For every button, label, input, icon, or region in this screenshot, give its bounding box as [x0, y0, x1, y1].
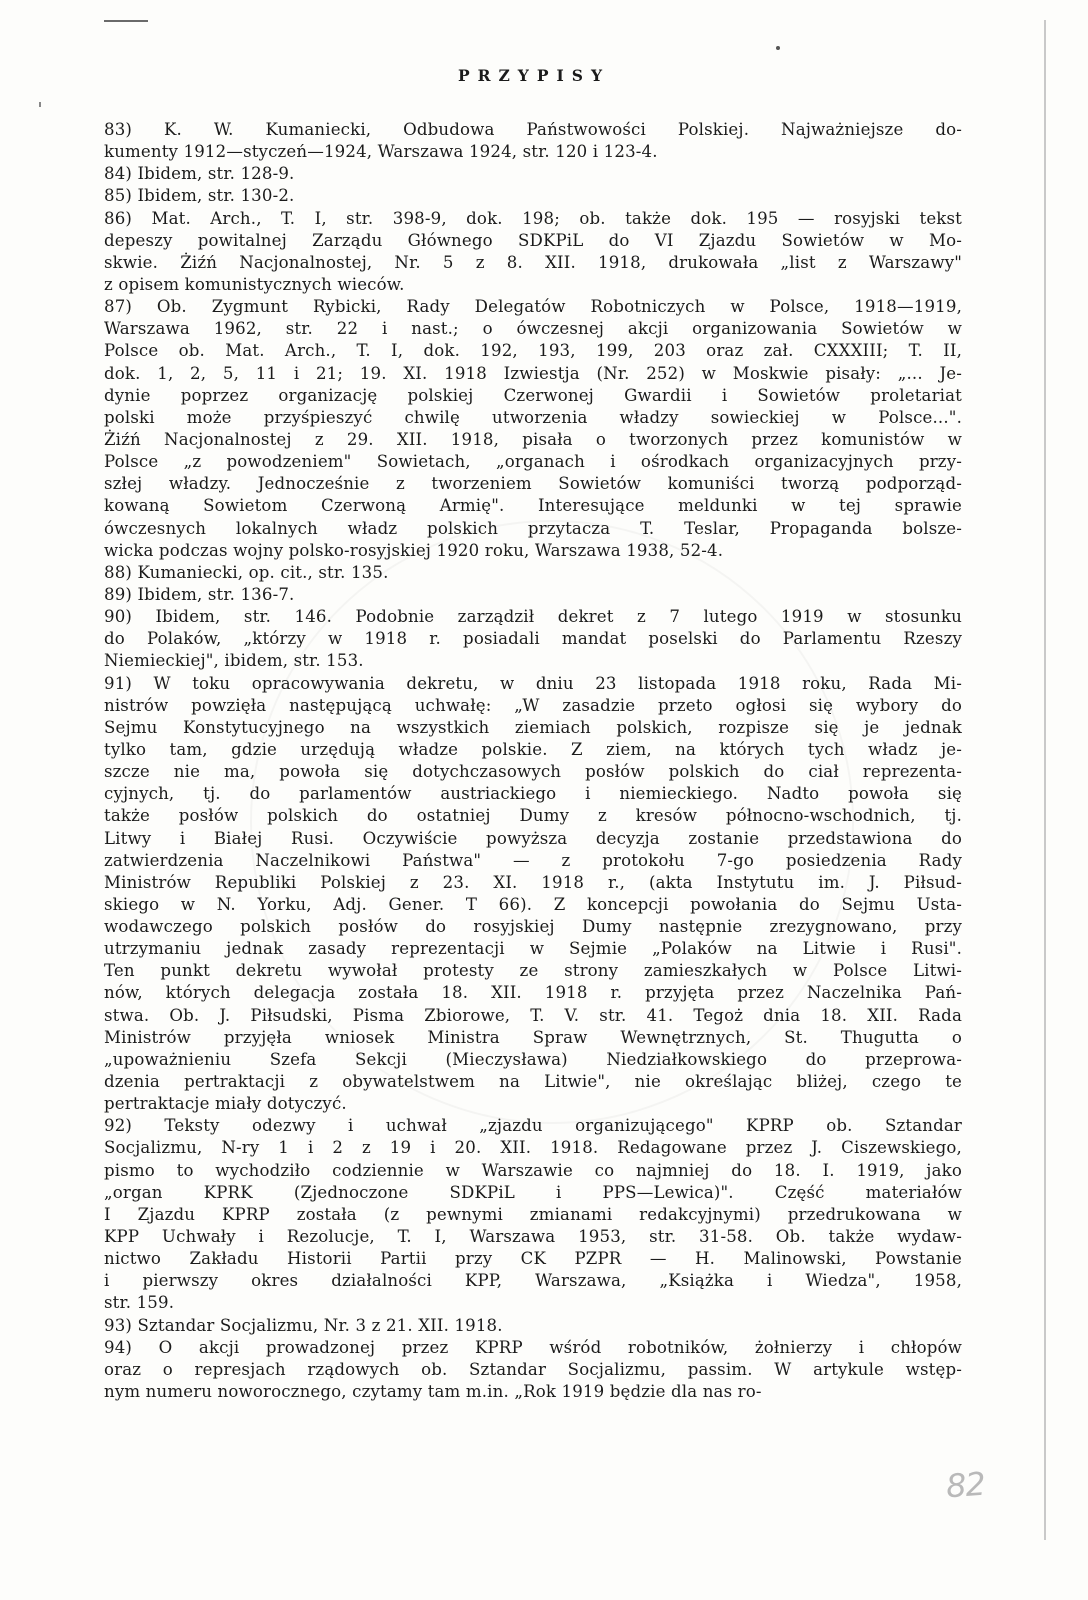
- footnote-line: 87) Ob. Zygmunt Rybicki, Rady Delegatów Robotniczych w Polsce, 1918—1919,: [104, 297, 962, 317]
- footnote-line: 85) Ibidem, str. 130-2.: [104, 186, 295, 206]
- footnote-line: 92) Teksty odezwy i uchwał „zjazdu organizującego" KPRP ob. Sztandar: [104, 1116, 962, 1136]
- footnote-line: kumenty 1912—styczeń—1924, Warszawa 1924, str. 120 i 123-4.: [104, 142, 658, 162]
- footnote-line: cyjnych, tj. do parlamentów austriackiego i niemieckiego. Nadto powoła się: [104, 784, 962, 804]
- footnote-line: 91) W toku opracowywania dekretu, w dniu 23 listopada 1918 roku, Rada Mi-: [104, 673, 962, 693]
- footnote-line: Warszawa 1962, str. 22 i nast.; o ówczesnej akcji organizowania Sowietów w: [104, 319, 962, 339]
- footnote: [104, 185, 962, 207]
- footnote-line: I Zjazdu KPRP została (z pewnymi zmianami redakcyjnymi) przedrukowana w: [104, 1204, 962, 1224]
- footnote-line: polski może przyśpieszyć chwilę utworzenia władzy sowieckiej w Polsce...".: [104, 407, 962, 427]
- footnote-line: str. 159.: [104, 1293, 175, 1313]
- footnote-line: skiego w N. Yorku, Adj. Gener. T 66). Z koncepcji powołania do Sejmu Usta-: [104, 894, 962, 914]
- footnote-line: nów, których delegacja została 18. XII. 1918 r. przyjęta przez Naczelnika Pań-: [104, 983, 962, 1003]
- footnote-line: Polsce ob. Mat. Arch., T. I, dok. 192, 193, 199, 203 oraz zał. CXXXIII; T. II,: [104, 341, 962, 361]
- footnote-line: do Polaków, „którzy w 1918 r. posiadali mandat poselski do Parlamentu Rzeszy: [104, 629, 962, 649]
- footnote-line: wodawczego polskich posłów do rosyjskiej Dumy następnie zrezygnowano, przy: [104, 917, 962, 937]
- footnote: [104, 163, 962, 185]
- footnote-line: 90) Ibidem, str. 146. Podobnie zarządził dekret z 7 lutego 1919 w stosunku: [104, 607, 962, 627]
- footnote-line: Polsce „z powodzeniem" Sowietach, „organach i ośrodkach organizacyjnych przy-: [104, 452, 962, 472]
- scan-artifact-top-left: [104, 20, 148, 22]
- footnote-line: dok. 1, 2, 5, 11 i 21; 19. XI. 1918 Izwiestja (Nr. 252) w Moskwie pisały: „... Je-: [104, 363, 962, 383]
- footnote-line: „upoważnieniu Szefa Sekcji (Mieczysława) Niedziałkowskiego do przeprowa-: [104, 1049, 962, 1069]
- footnote-line: nym numeru noworocznego, czytamy tam m.in. „Rok 1919 będzie dla nas ro-: [104, 1382, 762, 1402]
- scan-artifact-dot: [776, 46, 780, 50]
- footnote-line: i pierwszy okres działalności KPP, Warszawa, „Książka i Wiedza", 1958,: [104, 1271, 962, 1291]
- footnote: [104, 296, 962, 562]
- footnote-line: tylko tam, gdzie urzędują władze polskie. Z ziem, na których tych władz je-: [104, 739, 962, 759]
- footnote: [104, 584, 962, 606]
- footnote-line: oraz o represjach rządowych ob. Sztandar Socjalizmu, passim. W artykule wstęp-: [104, 1359, 962, 1379]
- footnotes-list: [104, 119, 962, 1403]
- scan-artifact-right-edge: [1044, 20, 1046, 1540]
- footnote-line: nictwo Zakładu Historii Partii przy CK PZPR — H. Malinowski, Powstanie: [104, 1249, 962, 1269]
- footnote-line: dzenia pertraktacji z obywatelstwem na Litwie", nie określając bliżej, czego te: [104, 1072, 962, 1092]
- footnote: [104, 673, 962, 1116]
- footnote-line: 83) K. W. Kumaniecki, Odbudowa Państwowości Polskiej. Najważniejsze do-: [104, 120, 962, 139]
- footnote-line: 89) Ibidem, str. 136-7.: [104, 584, 295, 604]
- footnote-line: ówczesnych lokalnych władz polskich przytacza T. Teslar, Propaganda bolsze-: [104, 518, 962, 538]
- footnote: [104, 1337, 962, 1403]
- footnote: [104, 208, 962, 297]
- footnote: [104, 1115, 962, 1314]
- footnote-line: Ministrów przyjęła wniosek Ministra Spraw Wewnętrznych, St. Thugutta o: [104, 1027, 962, 1047]
- footnote-line: Niemieckiej", ibidem, str. 153.: [104, 651, 364, 671]
- footnote-line: zatwierdzenia Naczelnikowi Państwa" — z protokołu 7-go posiedzenia Rady: [104, 850, 962, 870]
- footnote-line: 88) Kumaniecki, op. cit., str. 135.: [104, 562, 389, 582]
- footnote-line: szcze nie ma, powoła się dotychczasowych posłów polskich do ciał reprezenta-: [104, 762, 962, 782]
- handwritten-page-number: 82: [944, 1464, 986, 1506]
- footnote-line: 86) Mat. Arch., T. I, str. 398-9, dok. 198; ob. także dok. 195 — rosyjski tekst: [104, 208, 962, 228]
- footnote-line: Litwy i Białej Rusi. Oczywiście powyższa decyzja zostanie przedstawiona do: [104, 828, 962, 848]
- footnote-line: 94) O akcji prowadzonej przez KPRP wśród robotników, żołnierzy i chłopów: [104, 1337, 962, 1357]
- footnote-line: Żiźń Nacjonalnostej z 29. XII. 1918, pisała o tworzonych przez komunistów w: [104, 429, 962, 449]
- footnote-line: dynie poprzez organizację polskiej Czerwonej Gwardii i Sowietów proletariat: [104, 385, 962, 405]
- scan-artifact-left-dot: [39, 102, 41, 107]
- footnote-line: nistrów powzięła następującą uchwałę: „W zasadzie przeto ogłosi się wybory do: [104, 695, 962, 715]
- footnote-line: depeszy powitalnej Zarządu Głównego SDKPiL do VI Zjazdu Sowietów w Mo-: [104, 230, 962, 250]
- footnote: [104, 119, 962, 163]
- footnote-line: utrzymaniu jednak zasady reprezentacji w Sejmie „Polaków na Litwie i Rusi".: [104, 939, 962, 959]
- footnote-line: Ten punkt dekretu wywołał protesty ze strony zamieszkałych w Polsce Litwi-: [104, 961, 962, 981]
- footnote-line: Sejmu Konstytucyjnego na wszystkich ziemiach polskich, rozpisze się je jednak: [104, 717, 962, 737]
- footnote-line: Ministrów Republiki Polskiej z 23. XI. 1918 r., (akta Instytutu im. J. Piłsud-: [104, 872, 962, 892]
- footnote-line: 93) Sztandar Socjalizmu, Nr. 3 z 21. XII. 1918.: [104, 1315, 503, 1335]
- footnote: [104, 562, 962, 584]
- footnote-line: szłej władzy. Jednocześnie z tworzeniem Sowietów komuniści tworzą podporząd-: [104, 474, 962, 494]
- footnote-line: KPP Uchwały i Rezolucje, T. I, Warszawa 1953, str. 31-58. Ob. także wydaw-: [104, 1227, 962, 1247]
- footnote-line: Socjalizmu, N-ry 1 i 2 z 19 i 20. XII. 1918. Redagowane przez J. Ciszewskiego,: [104, 1138, 962, 1158]
- footnote-line: z opisem komunistycznych wieców.: [104, 274, 405, 294]
- footnote-line: skwie. Żiźń Nacjonalnostej, Nr. 5 z 8. XII. 1918, drukowała „list z Warszawy": [104, 252, 962, 272]
- footnote-line: pismo to wychodziło codziennie w Warszawie co najmniej do 18. I. 1919, jako: [104, 1160, 962, 1180]
- footnote: [104, 606, 962, 672]
- footnote-line: stwa. Ob. J. Piłsudski, Pisma Zbiorowe, T. V. str. 41. Tegoż dnia 18. XII. Rada: [104, 1005, 962, 1025]
- footnote-line: 84) Ibidem, str. 128-9.: [104, 164, 295, 184]
- footnote-line: kowaną Sowietom Czerwoną Armię". Interesujące meldunki w tej sprawie: [104, 496, 962, 516]
- footnote: [104, 1315, 962, 1337]
- footnote-line: wicka podczas wojny polsko-rosyjskiej 1920 roku, Warszawa 1938, 52-4.: [104, 540, 724, 560]
- footnote-line: „organ KPRK (Zjednoczone SDKPiL i PPS—Lewica)". Część materiałów: [104, 1182, 962, 1202]
- footnote-line: pertraktacje miały dotyczyć.: [104, 1094, 347, 1114]
- footnote-line: także posłów polskich do ostatniej Dumy z kresów północno-wschodnich, tj.: [104, 806, 962, 826]
- page-title: PRZYPISY: [457, 66, 611, 85]
